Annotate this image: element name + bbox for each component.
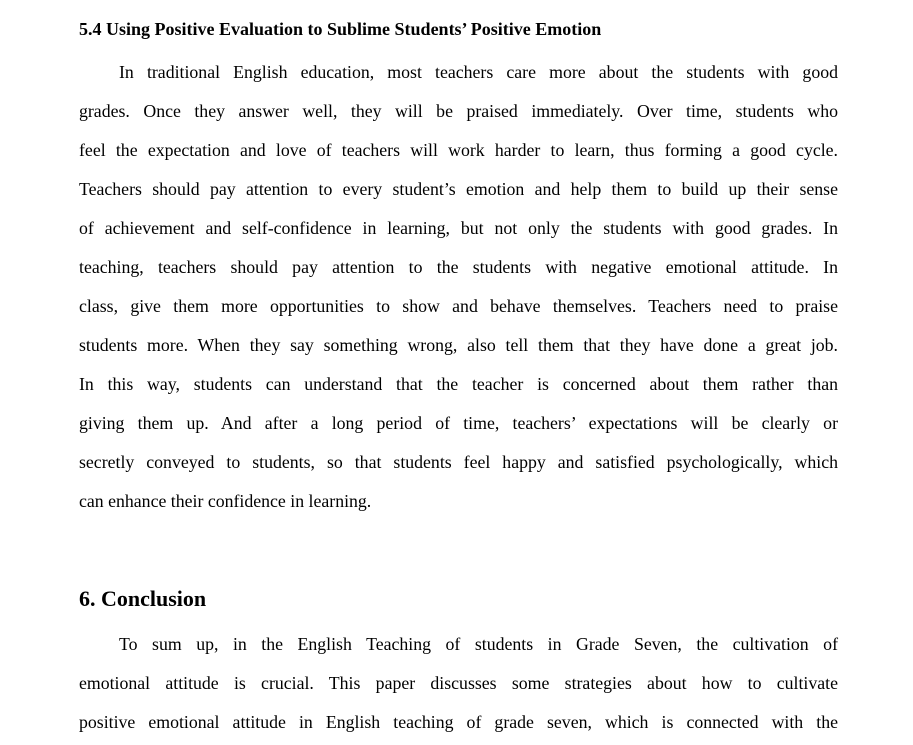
text-line: grades. Once they answer well, they will be praised immediately. Over time, students who bbox=[79, 101, 838, 121]
text-line: To sum up, in the English Teaching of students in Grade Seven, the cultivation of bbox=[119, 634, 838, 654]
text-line: Teachers should pay attention to every student’s emotion and help them to build up their sense bbox=[79, 179, 838, 199]
text-line: teaching, teachers should pay attention to the students with negative emotional attitude. In bbox=[79, 257, 838, 277]
section-heading-conclusion: 6. Conclusion bbox=[79, 586, 207, 611]
text-line: feel the expectation and love of teachers will work harder to learn, thus forming a good cycle. bbox=[79, 140, 838, 160]
text-line: secretly conveyed to students, so that students feel happy and satisfied psychologically, which bbox=[79, 452, 838, 472]
text-line: In this way, students can understand that the teacher is concerned about them rather than bbox=[79, 374, 838, 394]
text-line: giving them up. And after a long period of time, teachers’ expectations will be clearly or bbox=[79, 413, 838, 433]
text-line: of achievement and self-confidence in learning, but not only the students with good grades. In bbox=[79, 218, 838, 238]
text-line: students more. When they say something wrong, also tell them that they have done a great job. bbox=[79, 335, 838, 355]
text-line: class, give them more opportunities to show and behave themselves. Teachers need to praise bbox=[79, 296, 838, 316]
text-line: emotional attitude is crucial. This paper discusses some strategies about how to cultivate bbox=[79, 673, 838, 693]
text-line: In traditional English education, most teachers care more about the students with good bbox=[119, 62, 838, 82]
section-heading-5-4: 5.4 Using Positive Evaluation to Sublime Students’ Positive Emotion bbox=[79, 19, 602, 39]
text-line: positive emotional attitude in English teaching of grade seven, which is connected with the bbox=[79, 712, 838, 732]
text-line: can enhance their confidence in learning. bbox=[79, 491, 372, 511]
